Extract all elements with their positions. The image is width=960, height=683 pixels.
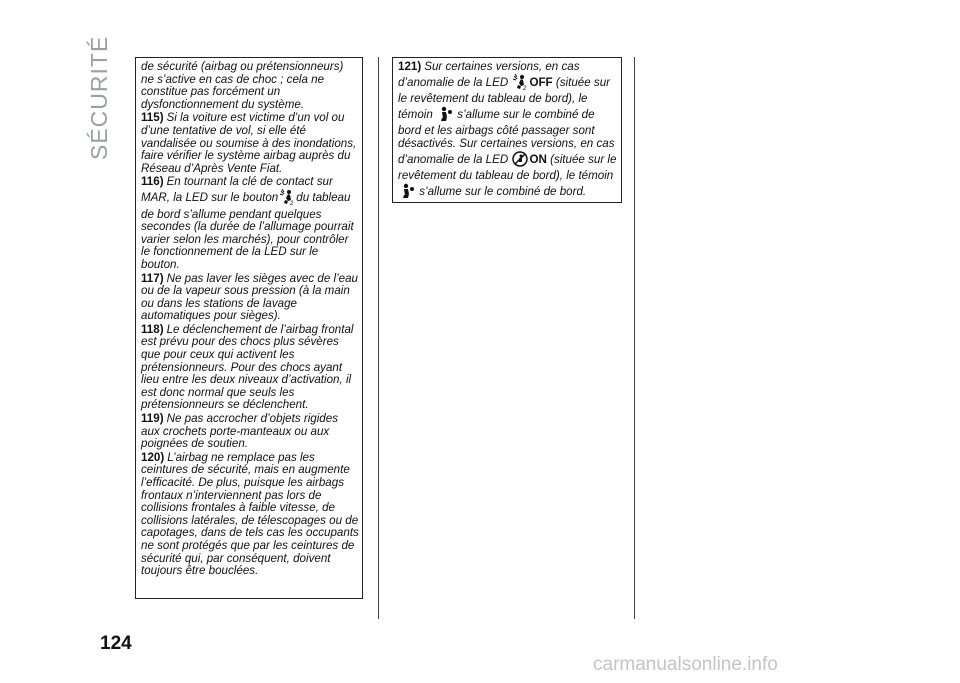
section-title: SÉCURITÉ [86,35,112,160]
note-number: 117) [141,271,164,285]
on-label: ON [529,152,547,166]
note-text: (située sur le revêtement du tableau de bord), le témoin [398,152,617,183]
passenger-airbag-off-icon [512,74,528,94]
off-label: OFF [529,75,553,89]
column-divider [378,57,379,619]
note-text: (située sur le revêtement du tableau de bord), le témoin [398,75,610,121]
notes-box-left [135,57,363,599]
page-number: 124 [100,633,132,654]
intro-text: de sécurité (airbag ou prétensionneurs) ne s’active en cas de choc ; cela ne constitue pas forcément un dysfonctionnement du système. [141,60,344,111]
passenger-airbag-off-icon [279,189,295,209]
note-121 [398,61,618,202]
airbag-warning-light-icon [399,183,415,203]
note-119 [141,413,359,451]
intro-paragraph [141,61,359,111]
airbag-warning-light-icon [437,106,453,126]
note-115 [141,112,359,175]
note-118 [141,324,359,412]
note-number: 120) [141,450,165,464]
note-text: du tableau de bord s’allume pendant quelques secondes (la durée de l’allumage pourrait varier selon les marchés), pour contrôler le fonctionnement de la LED sur le bouton. [141,190,354,271]
svg-text:2: 2 [523,85,527,90]
note-120 [141,452,359,578]
note-number: 119) [141,412,164,426]
note-text: L’airbag ne remplace pas les ceintures de sécurité, mais en augmente l’efficacité. De plus, puisque les airbags frontaux n’interviennent pas lors de collisions frontales à faible vitesse, de collisions latérales, de télescopages ou de capotages, dans de tels cas les occupants ne sont protégés que par les ceintures de sécurité qui, par conséquent, doivent toujours être bouclées. [141,450,359,578]
note-text: s’allume sur le combiné de bord. [419,184,587,198]
note-text: Ne pas laver les sièges avec de l’eau ou de la vapeur sous pression (à la main ou dans les stations de lavage automatiques pour sièges). [141,271,358,323]
note-text: Le déclenchement de l’airbag frontal est prévu pour des chocs plus sévères que pour ceux qui activent les prétensionneurs. Pour des chocs ayant lieu entre les deux niveaux d’activation, il est donc normal que seuls les prétensionneurs se déclenchent. [141,322,354,412]
column-divider [634,57,635,619]
svg-text:2: 2 [290,200,294,205]
note-text: En tournant la clé de contact sur MAR, la LED sur le bouton [141,175,333,204]
note-text: s’allume sur le combiné de bord et les airbags côté passager sont désactivés. Sur certaines versions, en cas d’anomalie de la LED [398,107,615,166]
note-number: 116) [141,175,164,189]
note-text: Ne pas accrocher d’objets rigides aux crochets porte-manteaux ou aux poignées de soutien. [141,412,338,451]
note-117 [141,273,359,323]
note-text: Si la voiture est victime d’un vol ou d’une tentative de vol, si elle été vandalisée ou soumise à des inondations, faire vérifier le système airbag auprès du Réseau d’Après Vente Fiat. [141,111,357,175]
note-number: 118) [141,322,164,336]
watermark: carmanualsonline.info [593,654,778,675]
passenger-airbag-on-icon [512,151,528,171]
note-text: Sur certaines versions, en cas d’anomalie de la LED [398,60,580,89]
note-116 [141,176,359,271]
note-number: 121) [398,60,422,73]
note-number: 115) [141,111,164,125]
notes-box-right [392,57,622,203]
